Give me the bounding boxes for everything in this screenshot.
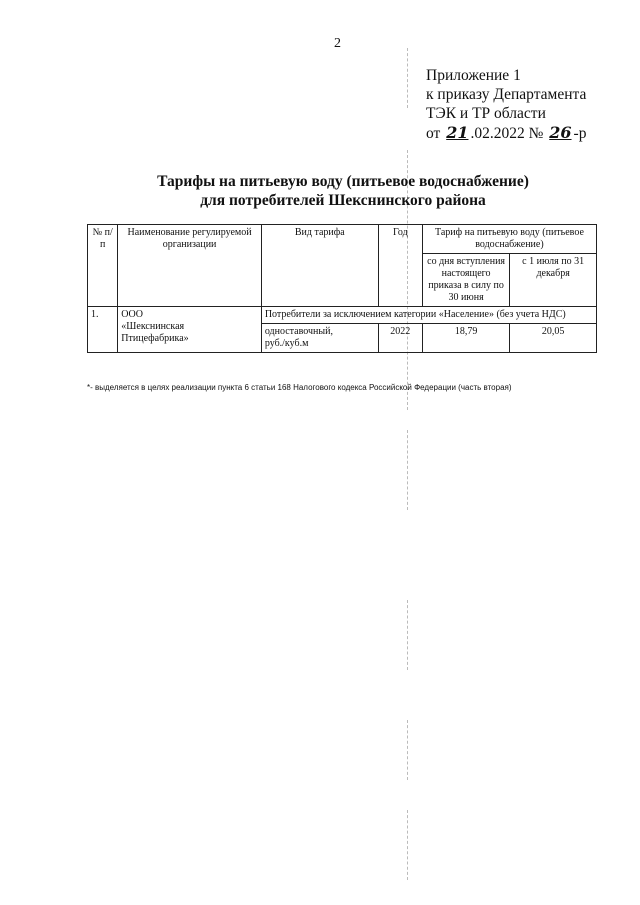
cell-num: 1. [88, 307, 118, 353]
org-line-3: Птицефабрика» [121, 333, 189, 344]
appendix-order-ref: к приказу Департамента [426, 86, 587, 103]
cell-type [261, 324, 378, 353]
table-header-row [88, 225, 597, 254]
cell-from-date: 18,79 [422, 324, 509, 353]
header-from-july: с 1 июля по 31 декабря [510, 254, 597, 307]
header-tariff-group: Тариф на питьевую воду (питьевое водоснабжение) [422, 225, 596, 254]
header-org: Наименование регулируемой организации [118, 225, 262, 307]
date-rest: .02.2022 № [470, 125, 544, 142]
scan-fold-line [407, 720, 408, 780]
type-line-1: одноставочный, [264, 326, 333, 337]
appendix-header [426, 66, 586, 143]
footnote: *- выделяется в целях реализации пункта 6 статьи 168 Налогового кодекса Российской Федерации (часть вторая) [87, 383, 512, 392]
handwritten-day: 21 [446, 123, 469, 142]
document-title [130, 172, 556, 210]
scan-fold-line [407, 600, 408, 670]
cell-org [118, 307, 262, 353]
handwritten-order-number: 26 [549, 123, 572, 142]
order-suffix: -р [573, 125, 587, 142]
table-row [88, 307, 597, 324]
cell-from-july: 20,05 [510, 324, 597, 353]
appendix-title: Приложение 1 [426, 67, 521, 84]
org-line-1: ООО [121, 309, 143, 320]
header-num: № п/п [88, 225, 118, 307]
cell-year: 2022 [378, 324, 422, 353]
header-type: Вид тарифа [261, 225, 378, 307]
scan-fold-line [407, 810, 408, 880]
page-number: 2 [334, 36, 341, 51]
scan-fold-line [407, 48, 408, 108]
tariff-table [87, 224, 597, 353]
header-year: Год [378, 225, 422, 307]
date-prefix: от [426, 125, 441, 142]
scan-fold-line [407, 430, 408, 510]
header-from-date: со дня вступления настоящего приказа в силу по 30 июня [422, 254, 509, 307]
org-line-2: «Шекснинская [121, 321, 185, 332]
appendix-date-line [426, 123, 586, 143]
title-line-2: для потребителей Шекснинского района [200, 192, 486, 209]
cell-category: Потребители за исключением категории «Население» (без учета НДС) [261, 307, 596, 324]
appendix-department: ТЭК и ТР области [426, 105, 546, 122]
title-line-1: Тарифы на питьевую воду (питьевое водоснабжение) [157, 173, 529, 190]
type-line-2: руб./куб.м [264, 338, 309, 349]
